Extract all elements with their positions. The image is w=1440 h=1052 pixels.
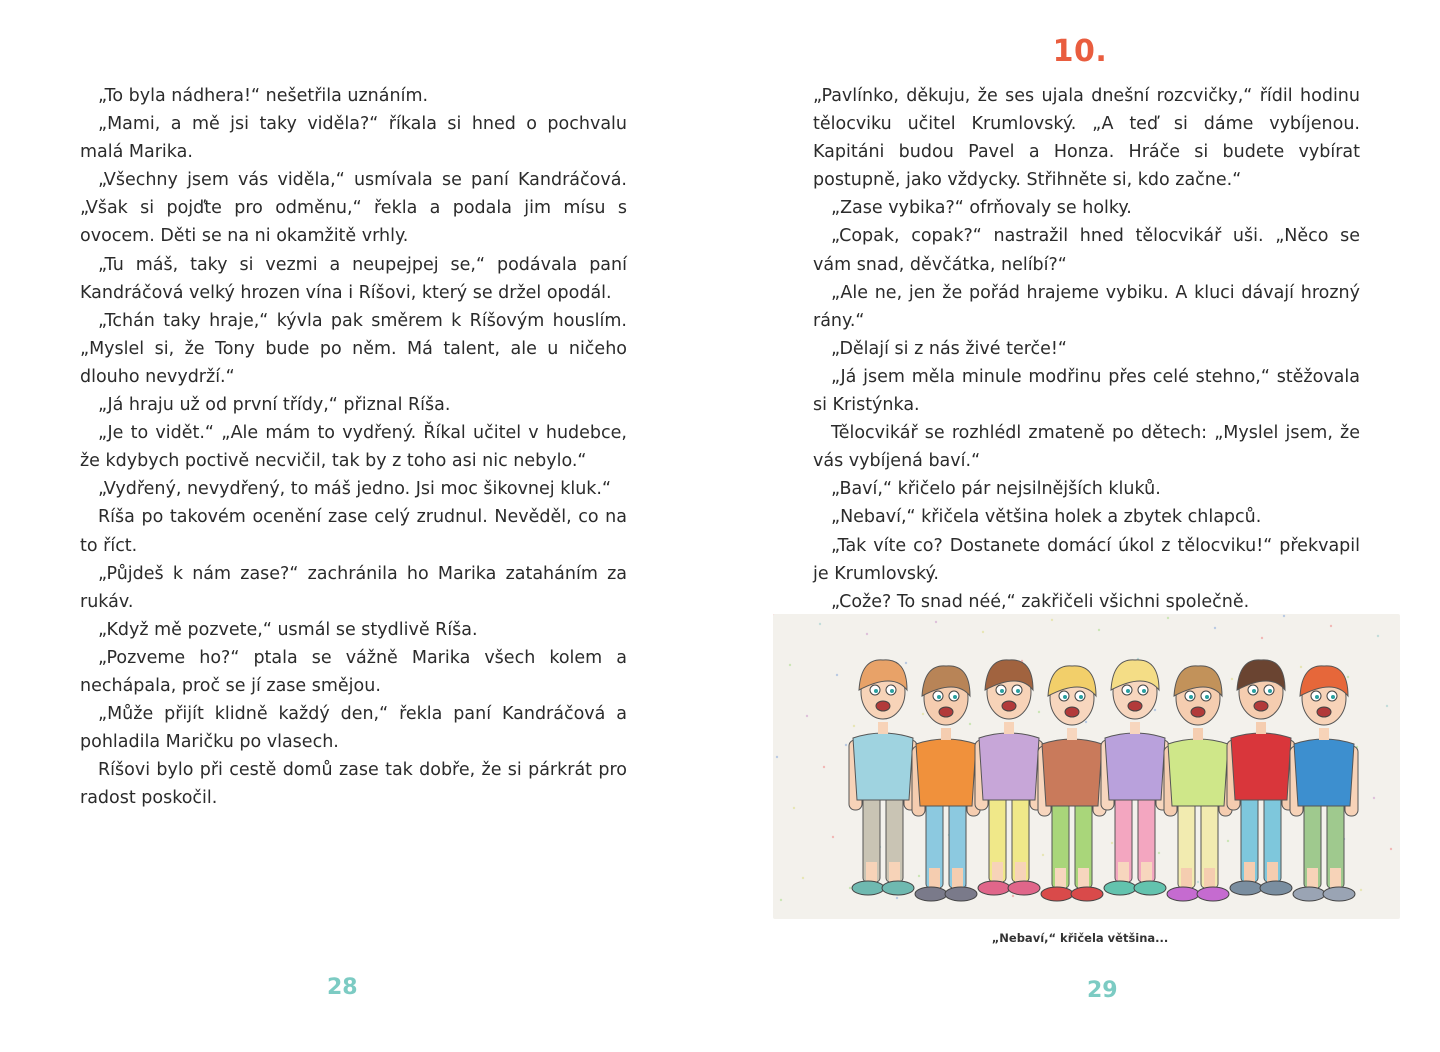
paragraph: Ríšovi bylo při cestě domů zase tak dobře, že si párkrát pro radost poskočil. bbox=[80, 760, 627, 809]
page-number-right: 29 bbox=[1087, 978, 1118, 1003]
children-drawing bbox=[773, 614, 1400, 919]
right-page-text bbox=[813, 82, 1360, 616]
paragraph: „Tak víte co? Dostanete domácí úkol z tělocviku!“ překvapil je Krumlovský. bbox=[813, 535, 1360, 584]
paragraph: „Ale ne, jen že pořád hrajeme vybiku. A kluci dávají hrozný rány.“ bbox=[813, 282, 1360, 331]
paragraph: „Je to vidět.“ „Ale mám to vydřený. Říkal učitel v hudebce, že kdybych poctivě necvičil, tak by z toho asi nic nebylo.“ bbox=[80, 423, 627, 472]
illustration-children bbox=[773, 614, 1400, 919]
child-figure bbox=[1290, 666, 1358, 901]
paragraph: „Pavlínko, děkuju, že ses ujala dnešní rozcvičky,“ řídil hodinu tělocviku učitel Krumlovský. „A teď si dáme vybíjenou. Kapitáni budou Pavel a Honza. Hráče si budete vybírat postupně, jako vždycky. Střihněte si, kdo začne.“ bbox=[813, 86, 1360, 191]
paragraph: „Nebaví,“ křičela většina holek a zbytek chlapců. bbox=[831, 507, 1262, 528]
left-page-text bbox=[80, 82, 627, 812]
paragraph: „Cože? To snad néé,“ zakřičeli všichni společně. bbox=[831, 591, 1250, 612]
chapter-number: 10. bbox=[1052, 34, 1108, 69]
child-figure bbox=[849, 660, 917, 895]
paragraph: „Vydřený, nevydřený, to máš jedno. Jsi moc šikovnej kluk.“ bbox=[98, 479, 612, 500]
child-figure bbox=[1164, 666, 1232, 901]
paragraph: „Všechny jsem vás viděla,“ usmívala se paní Kandráčová. „Však si pojďte pro odměnu,“ řekla a podala jim mísu s ovocem. Děti se na ni okamžitě vrhly. bbox=[80, 170, 627, 247]
paragraph: Ríša po takovém ocenění zase celý zrudnul. Nevěděl, co na to říct. bbox=[80, 507, 627, 556]
paragraph: „Půjdeš k nám zase?“ zachránila ho Marika zataháním za rukáv. bbox=[80, 563, 627, 612]
paragraph: „Copak, copak?“ nastražil hned tělocvikář uši. „Něco se vám snad, děvčátka, nelíbí?“ bbox=[813, 226, 1360, 275]
paragraph: „Když mě pozvete,“ usmál se stydlivě Ríša. bbox=[98, 619, 478, 640]
paragraph: „To byla nádhera!“ nešetřila uznáním. bbox=[98, 86, 429, 106]
page-number-left: 28 bbox=[327, 975, 358, 1000]
paragraph: „Tu máš, taky si vezmi a neupejpej se,“ podávala paní Kandráčová velký hrozen vína i Ríšovi, který se držel opodál. bbox=[80, 254, 627, 303]
child-figure bbox=[975, 660, 1043, 895]
paragraph: „Pozveme ho?“ ptala se vážně Marika všech kolem a nechápala, proč se jí zase smějou. bbox=[80, 647, 627, 696]
paragraph: „Já jsem měla minule modřinu přes celé stehno,“ stěžovala si Kristýnka. bbox=[813, 366, 1360, 416]
right-page bbox=[720, 0, 1440, 1052]
child-figure bbox=[912, 666, 980, 901]
illustration-caption: „Nebaví,“ křičela většina... bbox=[991, 931, 1169, 945]
paragraph: „Já hraju už od první třídy,“ přiznal Ríša. bbox=[98, 395, 451, 416]
paragraph: „Dělají si z nás živé terče!“ bbox=[831, 338, 1067, 359]
paragraph: „Mami, a mě jsi taky viděla?“ říkala si hned o pochvalu malá Marika. bbox=[80, 114, 627, 163]
paragraph: „Může přijít klidně každý den,“ řekla paní Kandráčová a pohladila Maričku po vlasech. bbox=[80, 704, 627, 753]
paragraph: Tělocvikář se rozhlédl zmateně po dětech: „Myslel jsem, že vás vybíjená baví.“ bbox=[813, 423, 1360, 472]
paragraph: „Tchán taky hraje,“ kývla pak směrem k Ríšovým houslím. „Myslel si, že Tony bude po něm. Má talent, ale u ničeho dlouho nevydrží.“ bbox=[80, 310, 627, 387]
child-figure bbox=[1038, 666, 1106, 901]
child-figure bbox=[1101, 660, 1169, 895]
child-figure bbox=[1227, 660, 1295, 895]
paragraph: „Baví,“ křičelo pár nejsilnějších kluků. bbox=[831, 479, 1161, 500]
paragraph: „Zase vybika?“ ofrňovaly se holky. bbox=[831, 198, 1132, 219]
